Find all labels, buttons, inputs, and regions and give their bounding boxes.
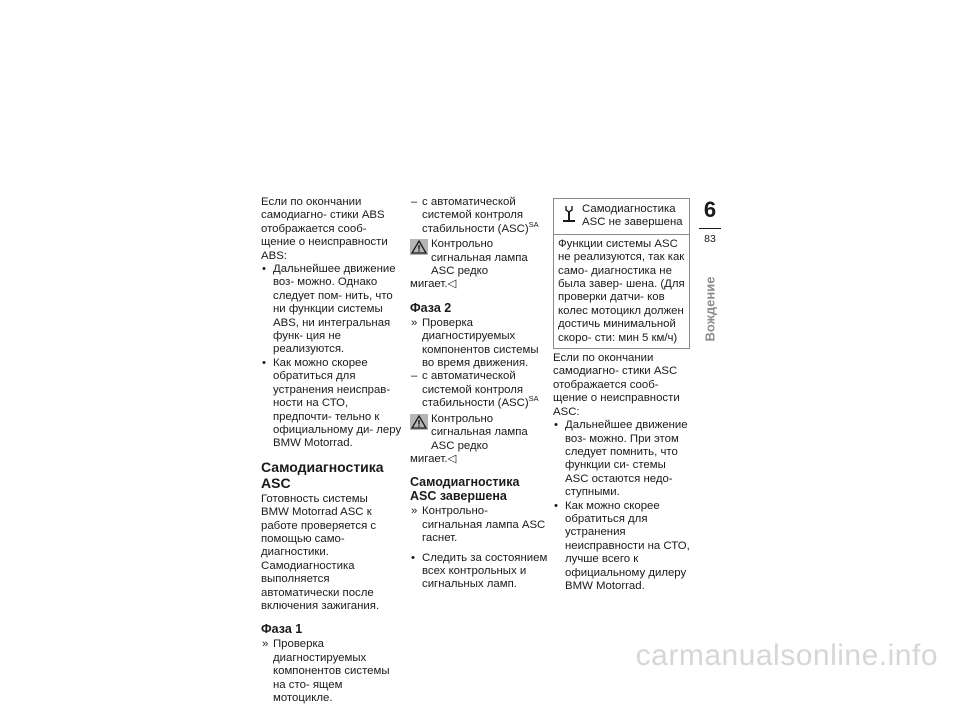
column-2 <box>410 196 548 592</box>
list-item: • Как можно скорее обратиться для устранения неисправ- ности на СТО, предпочти- тельно к официальному ди- леру BMW Motorrad. <box>262 356 402 450</box>
notice-box-title: Самодиагностика ASC не завершена <box>582 203 683 229</box>
list-item: » Проверка диагностируемых компонентов системы на сто- ящем мотоцикле. <box>262 638 390 704</box>
readiness-title: Готовность системы <box>261 492 368 505</box>
lamp-note-end: мигает.◁ <box>410 452 457 465</box>
list-item: • Как можно скорее обратиться для устранения неисправности на СТО, лучше всего к официальному дилеру BMW Motorrad. <box>554 499 690 592</box>
abs-fault-intro: Если по окончании самодиагно- стики ABS отображается сооб- щение о неисправности ABS: <box>261 196 388 262</box>
page-number: 83 <box>704 233 716 245</box>
notice-box-text: Функции системы ASC не реализуются, так как само- диагностика не была завер- шена. (Для проверки датчи- ков колес мотоцикл должен достичь минимальной скоро- сти: мин 5 км/ч) <box>558 237 685 344</box>
lamp-note: Контрольно сигнальная лампа ASC редко <box>410 413 548 453</box>
readiness-text: BMW Motorrad ASC к работе проверяется с помощью само- диагностики. Самодиагностика выполняется автоматически после включения зажигания. <box>261 506 380 612</box>
asc-fault-intro: Если по окончании самодиагно- стики ASC отображается сооб- щение о неисправности ASC: <box>553 352 680 418</box>
section-title: Вождение <box>702 276 718 342</box>
section-heading: Самодиагностика ASC <box>261 458 384 491</box>
phase2-heading: Фаза 2 <box>410 300 452 315</box>
lamp-note: Контрольно сигнальная лампа ASC редко <box>410 238 548 278</box>
list-item: » Проверка диагностируемых компонентов системы во время движения. <box>411 316 539 370</box>
column-1 <box>261 196 403 705</box>
list-item: • Дальнейшее движение воз- можно. При этом следует помнить, что функции си- стемы ASC остаются недо- ступными. <box>554 419 688 499</box>
wrench-icon <box>562 205 576 223</box>
list-item: • Следить за состоянием всех контрольных и сигнальных ламп. <box>411 551 548 591</box>
watermark: carmanualsonline.info <box>635 639 938 672</box>
list-item: • Дальнейшее движение воз- можно. Однако следует пом- нить, что ни функции системы ABS, ни интегральная функ- ция не реализуются. <box>262 263 396 356</box>
lamp-note-end: мигает.◁ <box>410 278 457 291</box>
phase1-heading: Фаза 1 <box>261 622 303 637</box>
done-heading: Самодиагностика ASC завершена <box>410 475 520 504</box>
warning-triangle-icon <box>410 239 428 255</box>
list-item: » Контрольно-сигнальная лампа ASC гаснет. <box>411 505 546 545</box>
variant-line: – с автоматической системой контроля стабильности (ASC)$^{SA}$ <box>411 370 539 410</box>
notice-box-header <box>554 199 689 235</box>
tab-divider <box>699 228 721 229</box>
chapter-number: 6 <box>703 197 717 222</box>
notice-box <box>553 198 690 349</box>
warning-triangle-icon <box>410 414 428 430</box>
column-3 <box>553 196 690 593</box>
variant-line: – с автоматической системой контроля стабильности (ASC)$^{SA}$ <box>411 196 539 235</box>
